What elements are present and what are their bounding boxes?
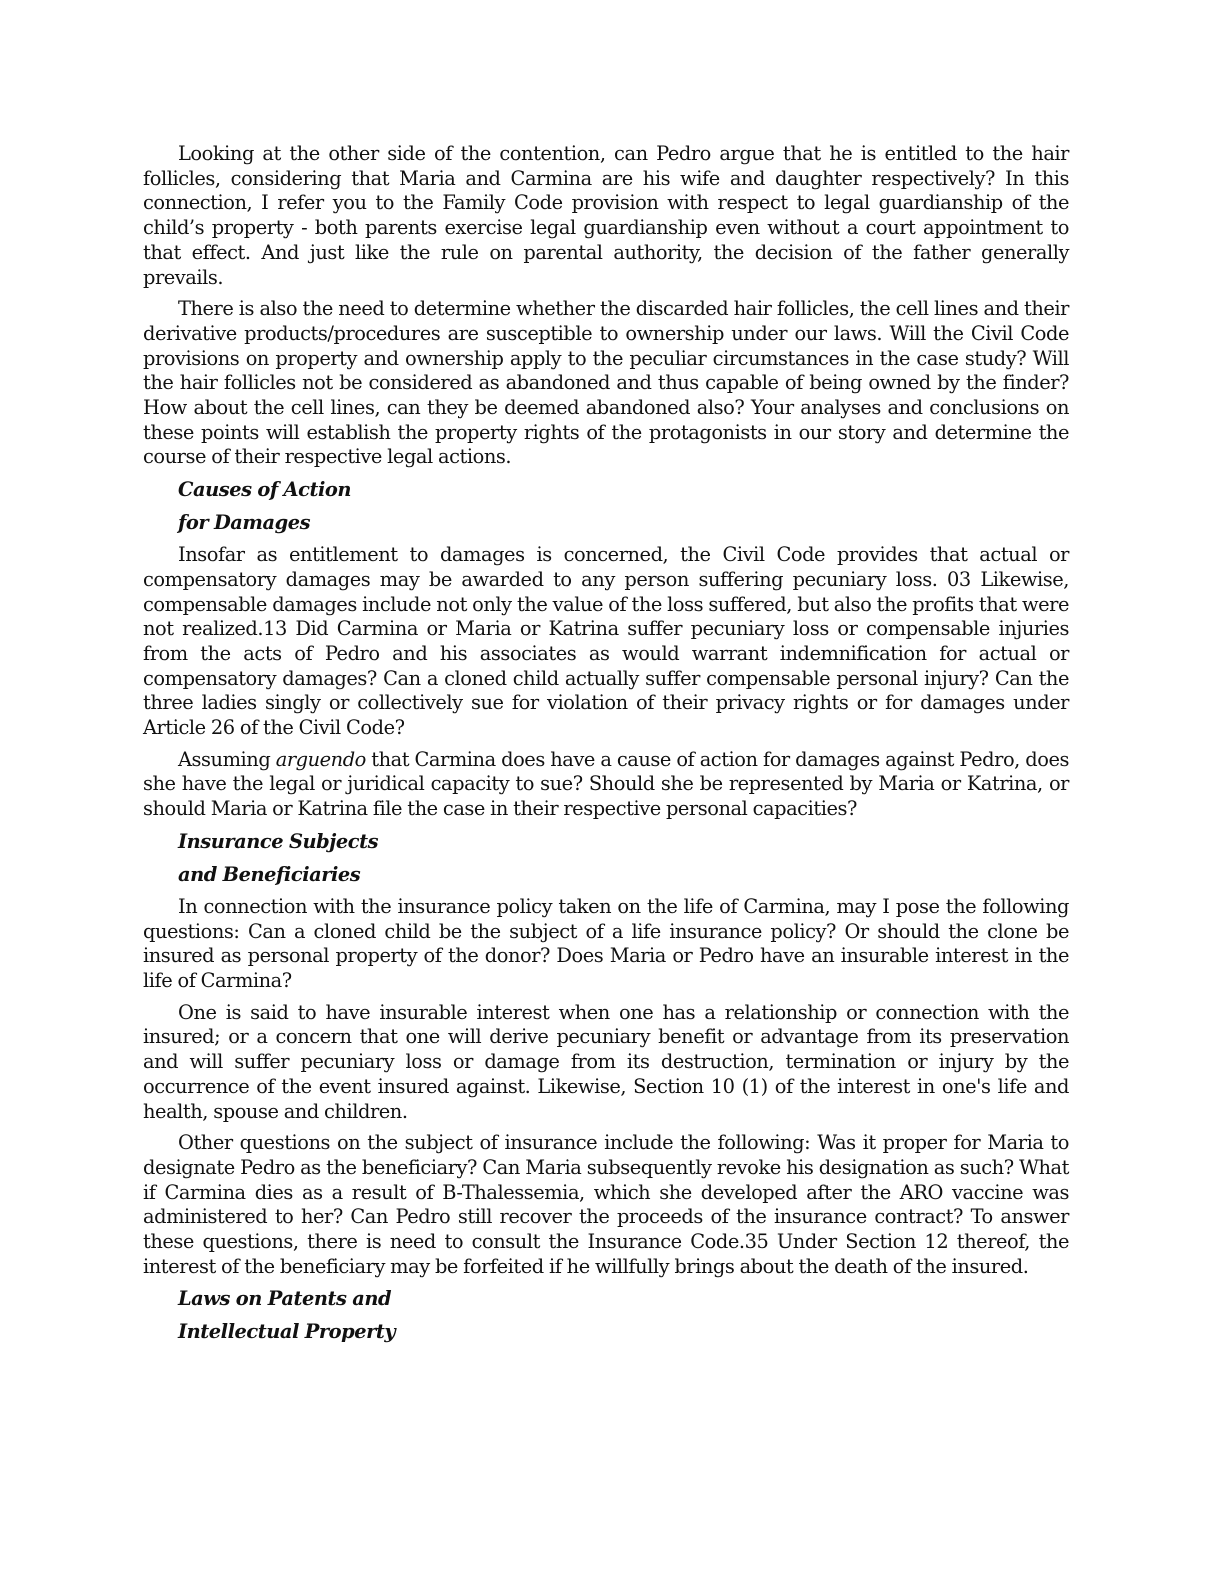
- paragraph-capacity-to-sue: [143, 748, 1069, 822]
- paragraph-capacity-rest: that Carmina does have a cause of action for damages against Pedro, does she have the legal or juridical capacity to sue? Should she be represented by Maria or Katrina, or should Maria or Katrina file the case in their respective personal capacities?: [143, 747, 1070, 821]
- heading-laws-on-patents: Laws on Patents and: [178, 1287, 392, 1311]
- paragraph-insurance-questions: Other questions on the subject of insurance include the following: Was it proper for Maria to designate Pedro as the beneficiary? Can Maria subsequently revoke his designation as such? What if Carmina dies as a result of B-Thalessemia, which she developed after the ARO vaccine was administered to her? Can Pedro still recover the proceeds of the insurance contract? To answer these questions, there is need to consult the Insurance Code.35 Under Section 12 thereof, the interest of the beneficiary may be forfeited if he willfully brings about the death of the insured.: [143, 1131, 1069, 1278]
- heading-and-beneficiaries: and Beneficiaries: [178, 862, 361, 886]
- paragraph-insurable-interest: One is said to have insurable interest when one has a relationship or connection with the insured; or a concern that one will derive pecuniary benefit or advantage from its preservation and will suffer pecuniary loss or damage from its destruction, termination or injury by the occurrence of the event insured against. Likewise, Section 10 (1) of the interest in one's life and health, spouse and children.: [143, 1000, 1069, 1123]
- document-page: [143, 142, 1069, 1352]
- heading-causes-of-action: Causes of Action: [178, 478, 352, 502]
- paragraph-insurance-policy: In connection with the insurance policy taken on the life of Carmina, may I pose the following questions: Can a cloned child be the subject of a life insurance policy? Or should the clone be insured as personal property of the donor? Does Maria or Pedro have an insurable interest in the life of Carmina?: [143, 894, 1069, 992]
- paragraph-damages: Insofar as entitlement to damages is concerned, the Civil Code provides that actual or compensatory damages may be awarded to any person suffering pecuniary loss. 03 Likewise, compensable damages include not only the value of the loss suffered, but also the profits that were not realized.13 Did Carmina or Maria or Katrina suffer pecuniary loss or compensable injuries from the acts of Pedro and his associates as would warrant indemnification for actual or compensatory damages? Can a cloned child actually suffer compensable personal injury? Can the three ladies singly or collectively sue for violation of their privacy rights or for damages under Article 26 of the Civil Code?: [143, 543, 1069, 740]
- paragraph-hair-follicles-guardianship: Looking at the other side of the contention, can Pedro argue that he is entitled to the hair follicles, considering that Maria and Carmina are his wife and daughter respectively? In this connection, I refer you to the Family Code provision with respect to legal guardianship of the child’s property - both parents exercise legal guardianship even without a court appointment to that effect. And just like the rule on parental authority, the decision of the father generally prevails.: [143, 142, 1069, 289]
- paragraph-ownership-question: There is also the need to determine whether the discarded hair follicles, the cell lines and their derivative products/procedures are susceptible to ownership under our laws. Will the Civil Code provisions on property and ownership apply to the peculiar circumstances in the case study? Will the hair follicles not be considered as abandoned and thus capable of being owned by the finder? How about the cell lines, can they be deemed abandoned also? Your analyses and conclusions on these points will establish the property rights of the protagonists in our story and determine the course of their respective legal actions.: [143, 297, 1069, 469]
- heading-insurance-subjects: Insurance Subjects: [178, 829, 379, 853]
- heading-intellectual-property: Intellectual Property: [178, 1320, 396, 1344]
- italic-arguendo: arguendo: [275, 747, 366, 771]
- paragraph-capacity-start: Assuming: [178, 747, 276, 771]
- heading-for-damages: for Damages: [178, 511, 311, 535]
